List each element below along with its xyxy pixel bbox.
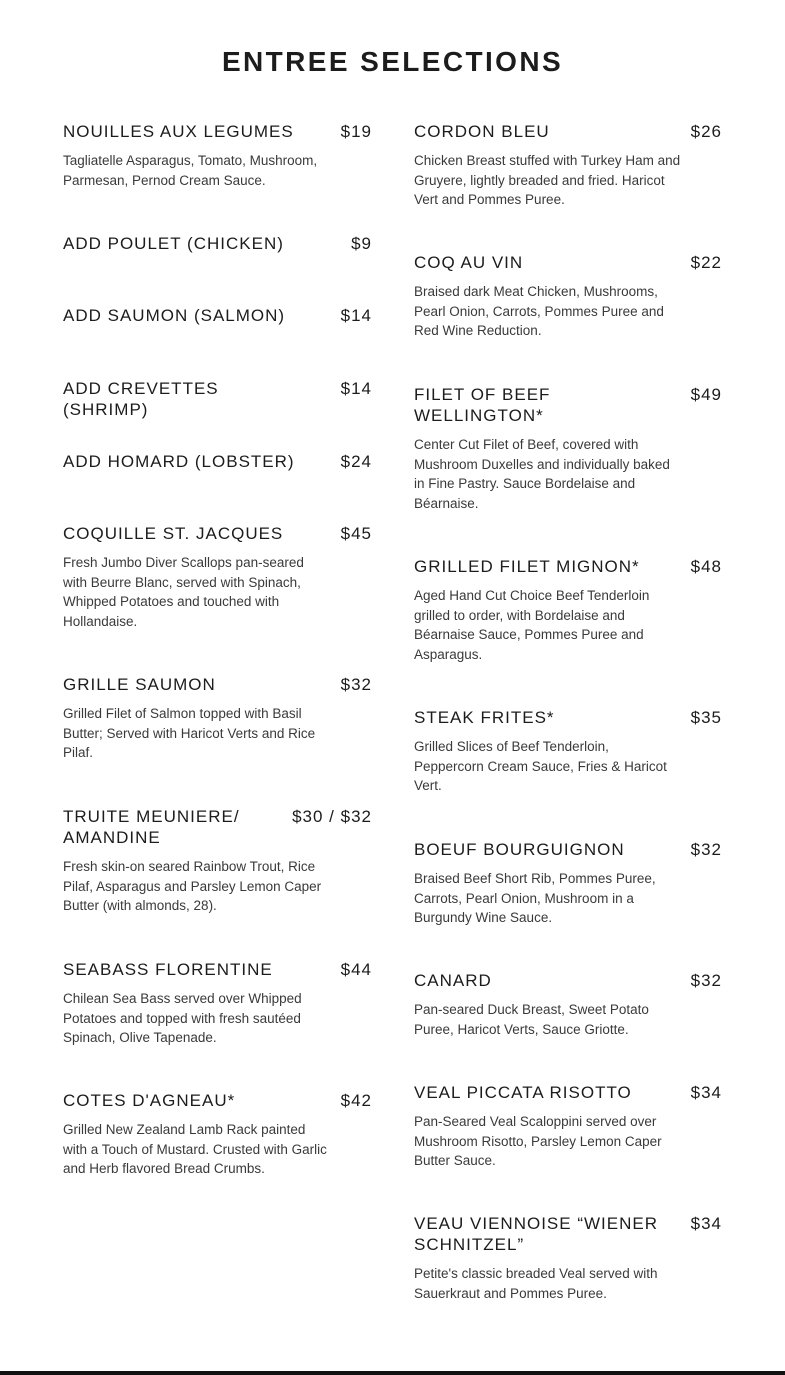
menu-item-cordon-bleu [414, 121, 722, 210]
item-description: Grilled New Zealand Lamb Rack painted with a Touch of Mustard. Crusted with Garlic and Herb flavored Bread Crumbs. [63, 1122, 327, 1177]
menu-item-coquille-st-jacques [63, 523, 372, 631]
item-name: FILET OF BEEF WELLINGTON* [414, 385, 551, 425]
item-price: $35 [690, 708, 722, 727]
item-price: $34 [690, 1214, 722, 1233]
item-name: ADD POULET (CHICKEN) [63, 234, 284, 253]
item-name: ADD HOMARD (LOBSTER) [63, 452, 295, 471]
item-description: Braised Beef Short Rib, Pommes Puree, Carrots, Pearl Onion, Mushroom in a Burgundy Wine Sauce. [414, 871, 656, 926]
item-name: ADD CREVETTES (SHRIMP) [63, 379, 219, 419]
menu-item-boeuf-bourguignon [414, 839, 722, 928]
menu-item-grille-saumon [63, 674, 372, 763]
item-description: Grilled Slices of Beef Tenderloin, Peppercorn Cream Sauce, Fries & Haricot Vert. [414, 739, 667, 794]
menu-item-veau-viennoise [414, 1213, 722, 1303]
item-name: CANARD [414, 971, 492, 990]
menu-item-coq-au-vin [414, 252, 722, 341]
menu-item-cotes-dagneau [63, 1090, 372, 1179]
menu-item-add-poulet [63, 233, 372, 254]
menu-item-steak-frites [414, 707, 722, 796]
item-description: Chicken Breast stuffed with Turkey Ham and Gruyere, lightly breaded and fried. Haricot Vert and Pommes Puree. [414, 153, 681, 208]
item-price: $32 [340, 675, 372, 694]
menu-item-nouilles-aux-legumes [63, 121, 372, 190]
item-description: Grilled Filet of Salmon topped with Basil Butter; Served with Haricot Verts and Rice Pilaf. [63, 706, 316, 761]
item-description: Aged Hand Cut Choice Beef Tenderloin grilled to order, with Bordelaise and Béarnaise Sauce, Pommes Puree and Asparagus. [414, 588, 650, 662]
item-name: COTES D'AGNEAU* [63, 1091, 236, 1110]
item-description: Pan-Seared Veal Scaloppini served over Mushroom Risotto, Parsley Lemon Caper Butter Sauce. [414, 1114, 662, 1169]
item-name: GRILLE SAUMON [63, 675, 216, 694]
item-name: CORDON BLEU [414, 122, 550, 141]
item-name: BOEUF BOURGUIGNON [414, 840, 625, 859]
item-description: Center Cut Filet of Beef, covered with Mushroom Duxelles and individually baked in Fine Pastry. Sauce Bordelaise and Béarnaise. [414, 437, 670, 511]
bottom-rule [0, 1371, 785, 1375]
item-price: $30 / $32 [292, 807, 372, 826]
item-name: VEAU VIENNOISE “WIENER SCHNITZEL” [414, 1214, 658, 1254]
page-title: ENTREE SELECTIONS [221, 46, 564, 77]
menu-item-grilled-filet-mignon [414, 556, 722, 664]
item-description: Braised dark Meat Chicken, Mushrooms, Pearl Onion, Carrots, Pommes Puree and Red Wine Reduction. [414, 284, 664, 339]
item-name: SEABASS FLORENTINE [63, 960, 273, 979]
item-price: $24 [340, 452, 372, 471]
item-description: Fresh Jumbo Diver Scallops pan-seared with Beurre Blanc, served with Spinach, Whipped Potatoes and touched with Hollandaise. [63, 555, 304, 629]
item-name: COQ AU VIN [414, 253, 524, 272]
item-price: $32 [690, 971, 722, 990]
item-price: $9 [351, 234, 372, 253]
item-price: $32 [690, 840, 722, 859]
menu-item-add-homard [63, 451, 372, 472]
menu-item-veal-piccata-risotto [414, 1082, 722, 1171]
menu-item-add-crevettes [63, 378, 372, 420]
item-name: STEAK FRITES* [414, 708, 555, 727]
item-price: $14 [340, 306, 372, 325]
item-name: VEAL PICCATA RISOTTO [414, 1083, 632, 1102]
item-description: Petite's classic breaded Veal served with Sauerkraut and Pommes Puree. [414, 1266, 658, 1301]
item-price: $14 [340, 379, 372, 398]
item-price: $49 [690, 385, 722, 404]
item-price: $45 [340, 524, 372, 543]
item-price: $44 [340, 960, 372, 979]
item-description: Fresh skin-on seared Rainbow Trout, Rice Pilaf, Asparagus and Parsley Lemon Caper Butter (with almonds, 28). [63, 859, 322, 914]
item-price: $42 [340, 1091, 372, 1110]
item-description: Chilean Sea Bass served over Whipped Potatoes and topped with fresh sautéed Spinach, Olive Tapenade. [63, 991, 302, 1046]
item-name: NOUILLES AUX LEGUMES [63, 122, 294, 141]
menu-item-seabass-florentine [63, 959, 372, 1048]
item-price: $22 [690, 253, 722, 272]
item-name: TRUITE MEUNIERE/ AMANDINE [63, 807, 240, 847]
item-name: GRILLED FILET MIGNON* [414, 557, 640, 576]
item-price: $26 [690, 122, 722, 141]
menu-item-add-saumon [63, 305, 372, 326]
item-price: $19 [340, 122, 372, 141]
item-price: $34 [690, 1083, 722, 1102]
item-description: Pan-seared Duck Breast, Sweet Potato Puree, Haricot Verts, Sauce Griotte. [414, 1002, 649, 1037]
menu-item-filet-of-beef-wellington [414, 384, 722, 513]
item-description: Tagliatelle Asparagus, Tomato, Mushroom, Parmesan, Pernod Cream Sauce. [63, 153, 318, 188]
item-name: ADD SAUMON (SALMON) [63, 306, 286, 325]
item-price: $48 [690, 557, 722, 576]
item-name: COQUILLE ST. JACQUES [63, 524, 284, 543]
menu-item-canard [414, 970, 722, 1039]
menu-item-truite-meuniere [63, 806, 372, 916]
